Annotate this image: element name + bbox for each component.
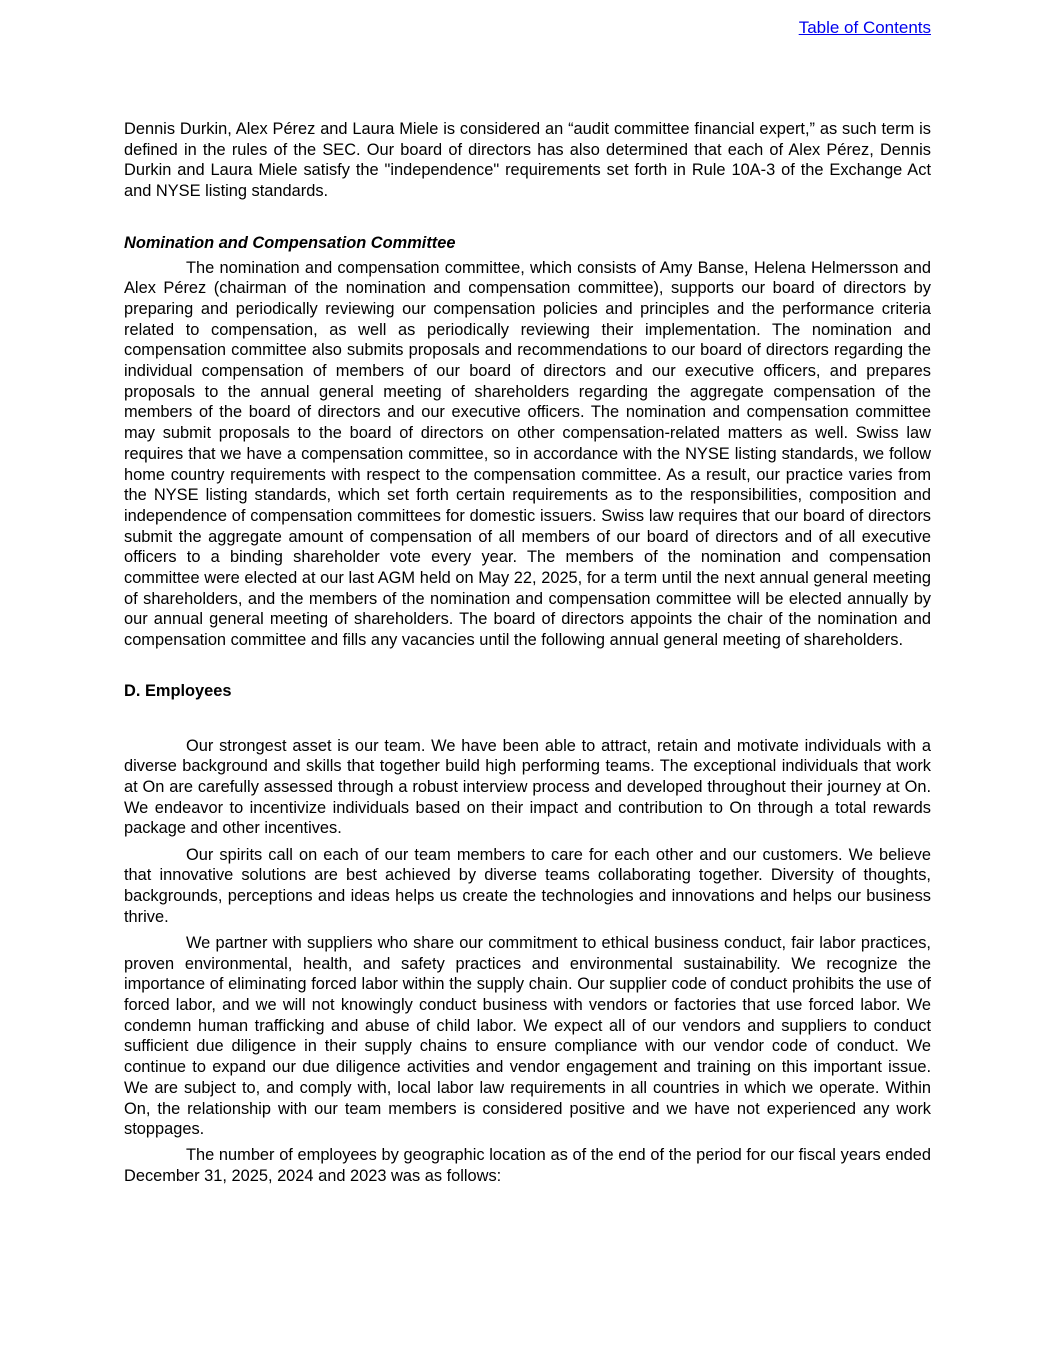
- employees-paragraph-3: We partner with suppliers who share our commitment to ethical business conduct, fair labor practices, proven environmental, health, and safety practices and environmental sustainability. We recognize the importance of eliminating forced labor within the supply chain. Our supplier code of conduct prohibits the use of forced labor, and we will not knowingly conduct business with vendors or factories that use forced labor. We condemn human trafficking and abuse of child labor. We expect all of our vendors and suppliers to conduct sufficient due diligence in their supply chains to ensure compliance with our vendor code of conduct. We continue to expand our due diligence activities and vendor engagement and training on this important issue. We are subject to, and comply with, local labor law requirements in all countries in which we operate. Within On, the relationship with our team members is considered positive and we have not experienced any work stoppages.: [124, 933, 931, 1139]
- nomination-committee-paragraph: The nomination and compensation committee, which consists of Amy Banse, Helena Helmersson and Alex Pérez (chairman of the nomination and compensation committee), supports our board of directors by preparing and periodically reviewing our compensation policies and principles and the performance criteria related to compensation, as well as periodically reviewing their implementation. The nomination and compensation committee also submits proposals and recommendations to our board of directors regarding the individual compensation of members of our board of directors and our executive officers, and prepares proposals to the annual general meeting of shareholders regarding the aggregate compensation of the members of the board of directors and our executive officers. The nomination and compensation committee may submit proposals to the board of directors on other compensation-related matters as well. Swiss law requires that we have a compensation committee, so in accordance with the NYSE listing standards, we follow home country requirements with respect to the compensation committee. As a result, our practice varies from the NYSE listing standards, which set forth certain requirements as to the responsibilities, composition and independence of compensation committees for domestic issuers. Swiss law requires that our board of directors submit the aggregate amount of compensation of all members of our board of directors and of all executive officers to a binding shareholder vote every year. The members of the nomination and compensation committee were elected at our last AGM held on May 22, 2025, for a term until the next annual general meeting of shareholders, and the members of the nomination and compensation committee will be elected annually by our annual general meeting of shareholders. The board of directors appoints the chair of the nomination and compensation committee and fills any vacancies until the following annual general meeting of shareholders.: [124, 258, 931, 650]
- intro-paragraph: Dennis Durkin, Alex Pérez and Laura Miele is considered an “audit committee financial expert,” as such term is defined in the rules of the SEC. Our board of directors has also determined that each of Alex Pérez, Dennis Durkin and Laura Miele satisfy the "independence" requirements set forth in Rule 10A-3 of the Exchange Act and NYSE listing standards.: [124, 120, 931, 201]
- nomination-committee-heading: Nomination and Compensation Committee: [124, 233, 456, 252]
- document-body: [124, 119, 931, 1187]
- spacer: [124, 651, 931, 681]
- spacer: [124, 702, 931, 736]
- employees-paragraph-2: Our spirits call on each of our team members to care for each other and our customers. We believe that innovative solutions are best achieved by diverse teams collaborating together. Diversity of thoughts, backgrounds, perceptions and ideas helps us create the technologies and innovations and helps our business thrive.: [124, 845, 931, 926]
- employees-heading: D. Employees: [124, 681, 232, 700]
- employees-paragraph-1: Our strongest asset is our team. We have been able to attract, retain and motivate individuals with a diverse background and skills that together build high performing teams. The exceptional individuals that work at On are carefully assessed through a robust interview process and developed throughout their journey at On. We endeavor to incentivize individuals based on their impact and contribution to On through a total rewards package and other incentives.: [124, 736, 931, 838]
- employees-paragraph-4: The number of employees by geographic location as of the end of the period for our fiscal years ended December 31, 2025, 2024 and 2023 was as follows:: [124, 1146, 931, 1186]
- spacer: [124, 202, 931, 233]
- table-of-contents-link[interactable]: Table of Contents: [798, 18, 931, 37]
